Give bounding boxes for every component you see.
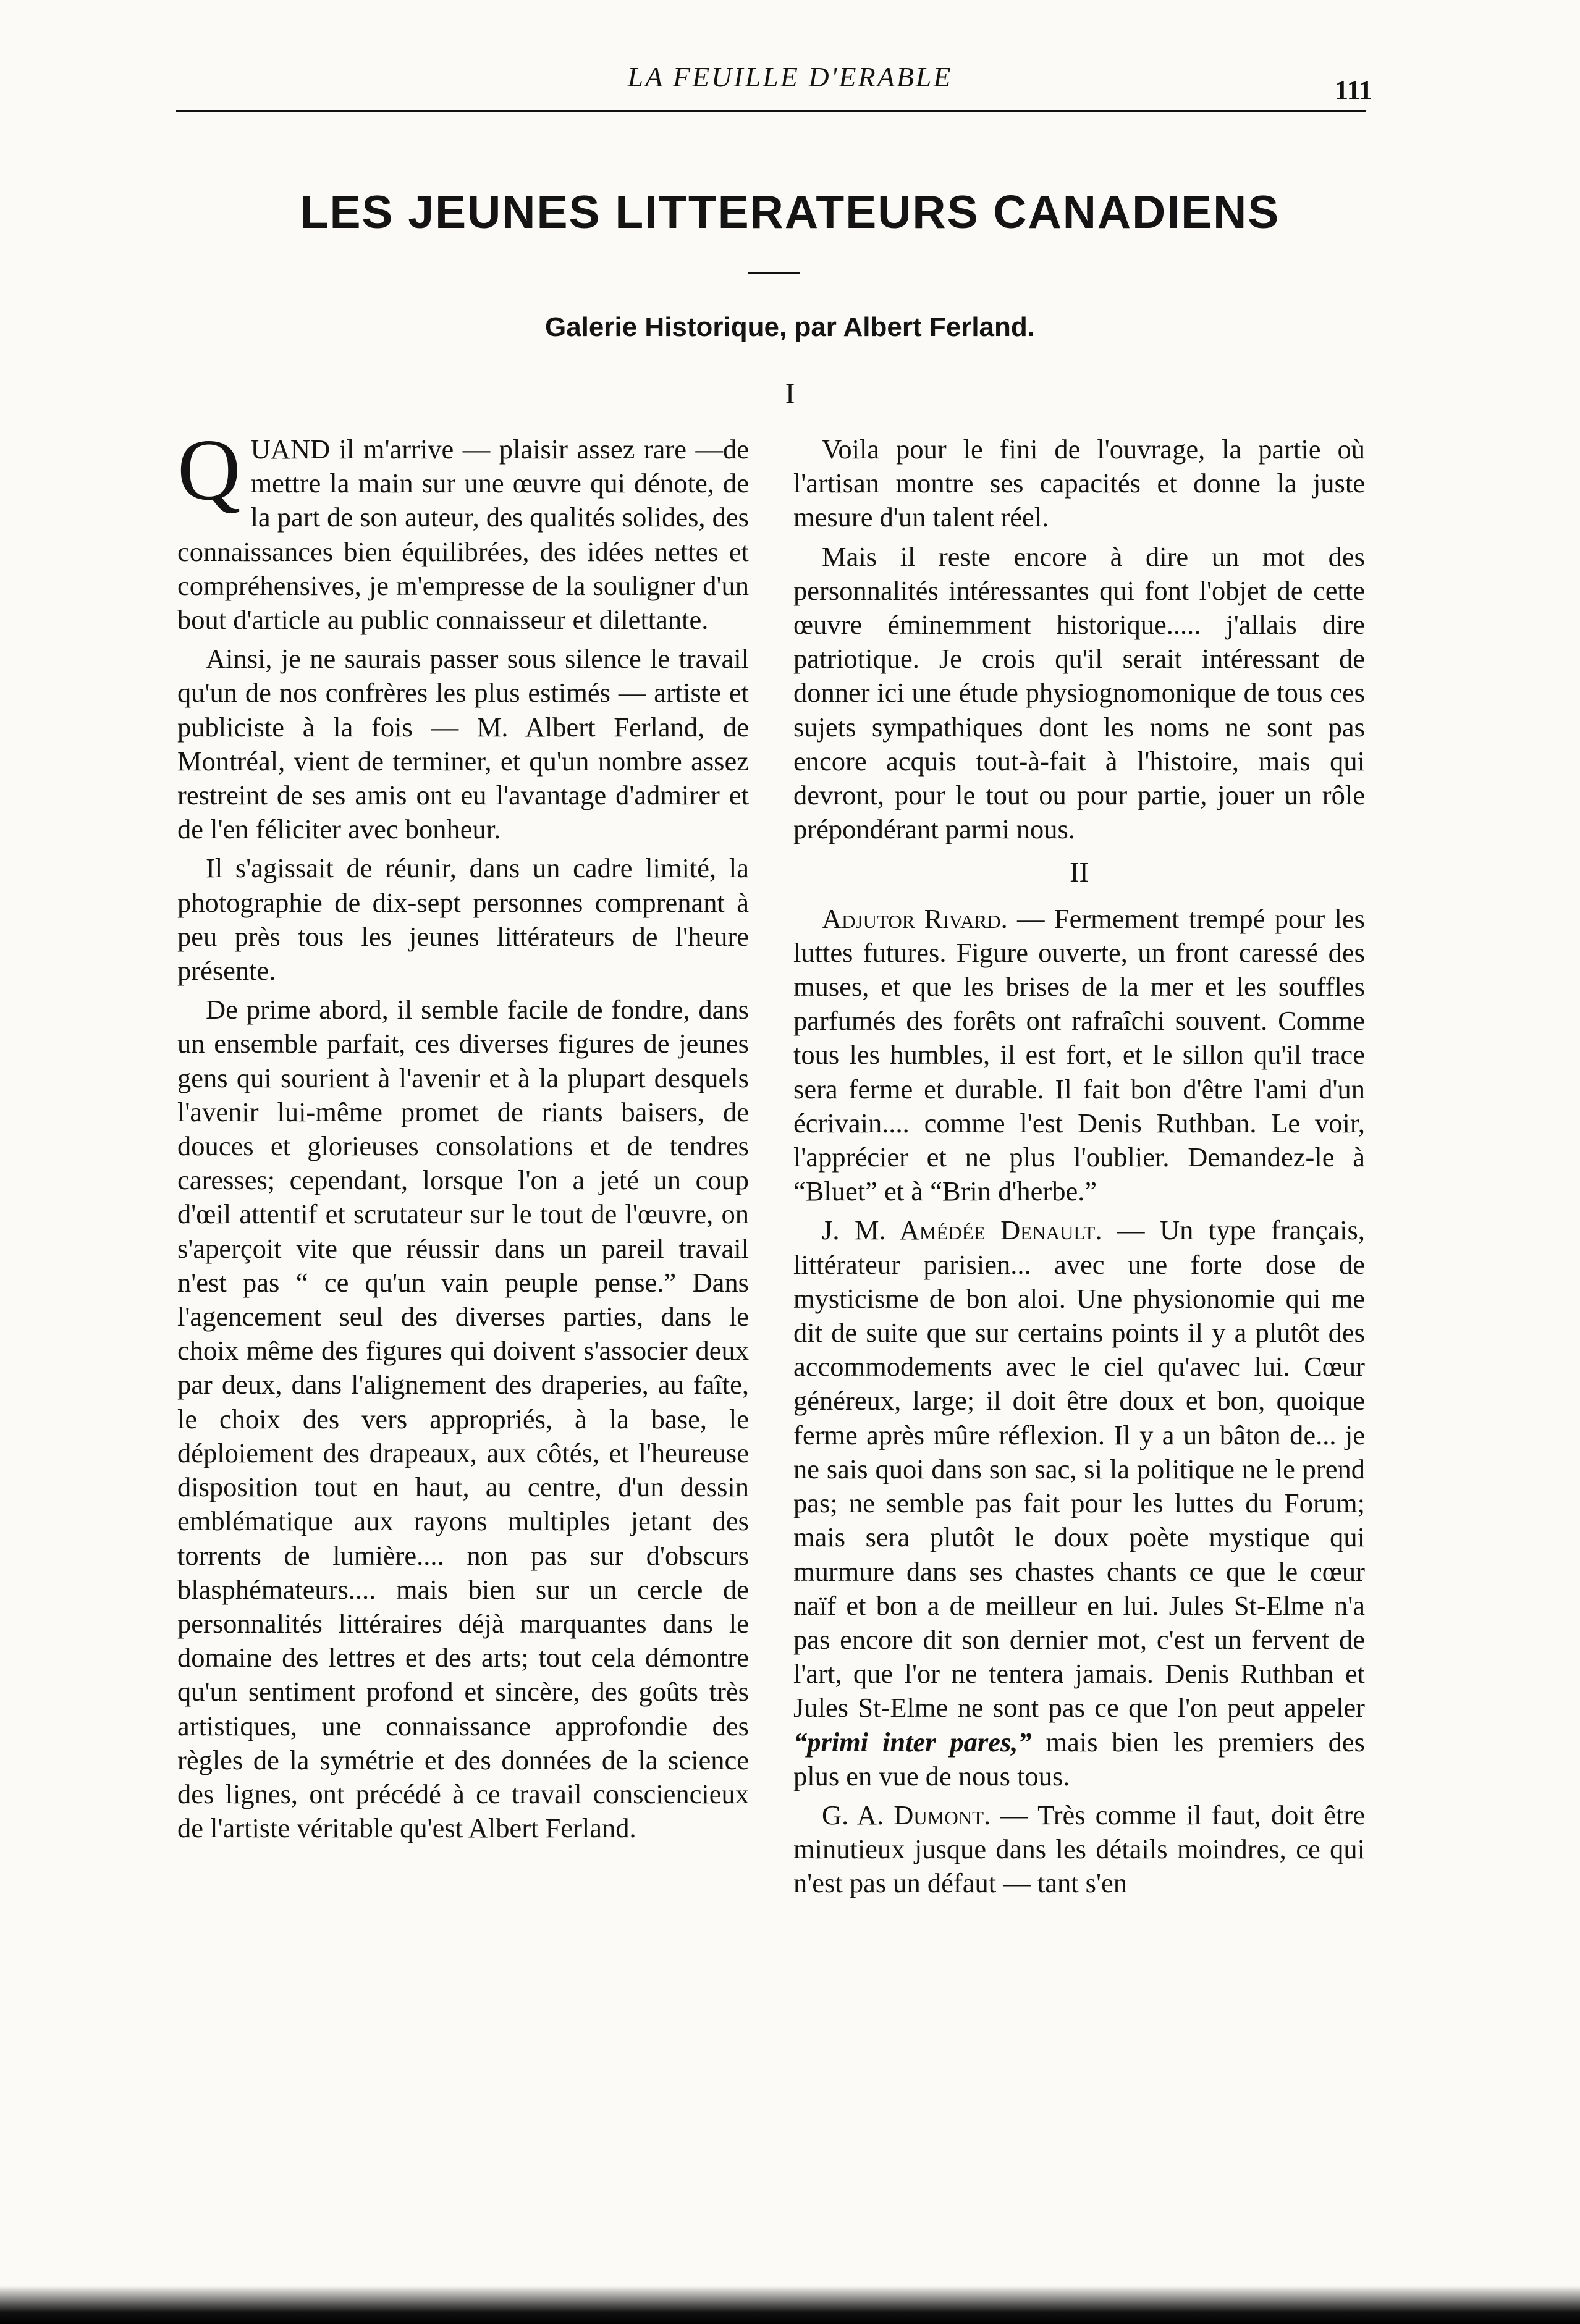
paragraph-text: UAND il m'arrive — plaisir assez rare —de mettre la main sur une œuvre qui dénote, de la part de son auteur, des qualités solides, des connaissances bien équilibrées, des idées nettes et compréhensives, je m'empresse de la souligner d'un bout d'article au public connaisseur et dilettante. bbox=[177, 434, 749, 636]
section-numeral-1: I bbox=[785, 377, 795, 409]
profile-name: G. A. Dumont. bbox=[822, 1799, 991, 1830]
profile-text: — Un type français, littérateur parisien... avec une forte dose de mysticisme de bon aloi. Une physionomie qui me dit de suite que sur certains points il y a plutôt des accommodements avec le ciel qu'avec lui. Cœur généreux, large; il doit être doux et bon, quoique ferme après mûre réflexion. Il y a un bâton de... je ne sais quoi dans son sac, si la politique ne le prend pas; ne semble pas fait pour les luttes du Forum; mais sera plutôt le doux poète mystique qui murmure dans ses chastes chants ce que le cœur naïf et bon a de meilleur en lui. Jules St-Elme n'a pas encore dit son dernier mot, c'est un fervent de l'art, que l'or ne tentera jamais. Denis Ruthban et Jules St-Elme ne sont pas ce que l'on peut appeler bbox=[793, 1215, 1365, 1724]
page-number: 111 bbox=[1335, 75, 1373, 105]
paragraph: Il s'agissait de réunir, dans un cadre limité, la photographie de dix-sept personnes comprenant à peu près tous les jeunes littérateurs de l'heure présente. bbox=[177, 853, 749, 987]
paragraph: Ainsi, je ne saurais passer sous silence le travail qu'un de nos confrères les plus estimés — artiste et publiciste à la fois — M. Albert Ferland, de Montréal, vient de terminer, et qu'un nombre assez restreint de ses amis ont eu l'avantage d'admirer et de l'en féliciter avec bonheur. bbox=[177, 643, 749, 845]
paragraph: Mais il reste encore à dire un mot des personnalités intéressantes qui font l'objet de cette œuvre éminemment historique..... j'allais dire patriotique. Je crois qu'il serait intéressant de donner ici une étude physiognomonique de tous ces sujets sympathiques dont les noms ne sont pas encore acquis tout-à-fait à l'histoire, mais qui devront, pour le tout ou pour partie, jouer un rôle prépondérant parmi nous. bbox=[793, 541, 1365, 845]
title-divider bbox=[748, 272, 800, 274]
latin-phrase: “primi inter pares,” bbox=[793, 1726, 1032, 1758]
left-column bbox=[177, 421, 749, 1850]
article-title: LES JEUNES LITTERATEURS CANADIENS bbox=[300, 186, 1280, 238]
paragraph: Voila pour le fini de l'ouvrage, la partie où l'artisan montre ses capacités et donne la juste mesure d'un talent réel. bbox=[793, 434, 1365, 533]
scan-bottom-shadow bbox=[0, 2286, 1580, 2324]
journal-title: LA FEUILLE D'ERABLE bbox=[627, 61, 953, 93]
profile-name: Adjutor Rivard. bbox=[822, 903, 1008, 934]
profile-text: — Très comme il faut, doit être minutieux jusque dans les détails moindres, ce qui n'est pas un défaut — tant s'en bbox=[793, 1799, 1365, 1899]
paragraph: De prime abord, il semble facile de fondre, dans un ensemble parfait, ces diverses figures de jeunes gens qui sourient à l'avenir et à la plupart desquels l'avenir lui-même promet de riants baisers, de douces et glorieuses consolations et de tendres caresses; cependant, lorsque l'on a jeté un coup d'œil attentif et scrutateur sur le tout de l'œuvre, on s'aperçoit vite que réussir dans un pareil travail n'est pas “ ce qu'un vain peuple pense.” Dans l'agencement seul des diverses parties, dans le choix même des figures qui doivent s'associer deux par deux, dans l'alignement des draperies, au faîte, le choix des vers appropriés, à la base, le déploiement des drapeaux, aux côtés, et l'heureuse disposition tout en haut, au centre, d'un dessin emblématique aux rayons multiples jetant des torrents de lumière.... non pas sur d'obscurs blasphémateurs.... mais bien sur un cercle de personnalités littéraires déjà marquantes dans le domaine des lettres et des arts; tout cela démontre qu'un sentiment profond et sincère, des goûts très artistiques, une connaissance approfondie des règles de la symétrie et des données de la science des lignes, ont précédé à ce travail consciencieux de l'artiste véritable qu'est Albert Ferland. bbox=[177, 994, 749, 1844]
profile-entry bbox=[793, 1213, 1365, 1793]
drop-cap: Q bbox=[177, 421, 241, 518]
paragraph bbox=[177, 421, 749, 637]
profile-entry bbox=[793, 902, 1365, 1209]
article-subtitle: Galerie Historique, par Albert Ferland. bbox=[544, 312, 1035, 342]
profile-text: — Fermement trempé pour les luttes futures. Figure ouverte, un front caressé des muses, et que les brises de la mer et les souffles parfumés des forêts ont rafraîchi souvent. Comme tous les humbles, il est fort, et le sillon qu'il trace sera ferme et durable. Il fait bon d'être l'ami d'un écrivain.... comme l'est Denis Ruthban. Le voir, l'apprécier et ne plus l'oublier. Demandez-le à “Bluet” et à “Brin d'herbe.” bbox=[793, 903, 1365, 1207]
profile-name: J. M. Amédée Denault. bbox=[822, 1215, 1102, 1246]
right-column bbox=[793, 432, 1365, 1906]
section-numeral-2: II bbox=[1070, 856, 1089, 888]
profile-text: mais bien les premiers des plus en vue de nous tous. bbox=[793, 1726, 1365, 1791]
header-rule bbox=[176, 110, 1366, 112]
profile-entry bbox=[793, 1798, 1365, 1901]
